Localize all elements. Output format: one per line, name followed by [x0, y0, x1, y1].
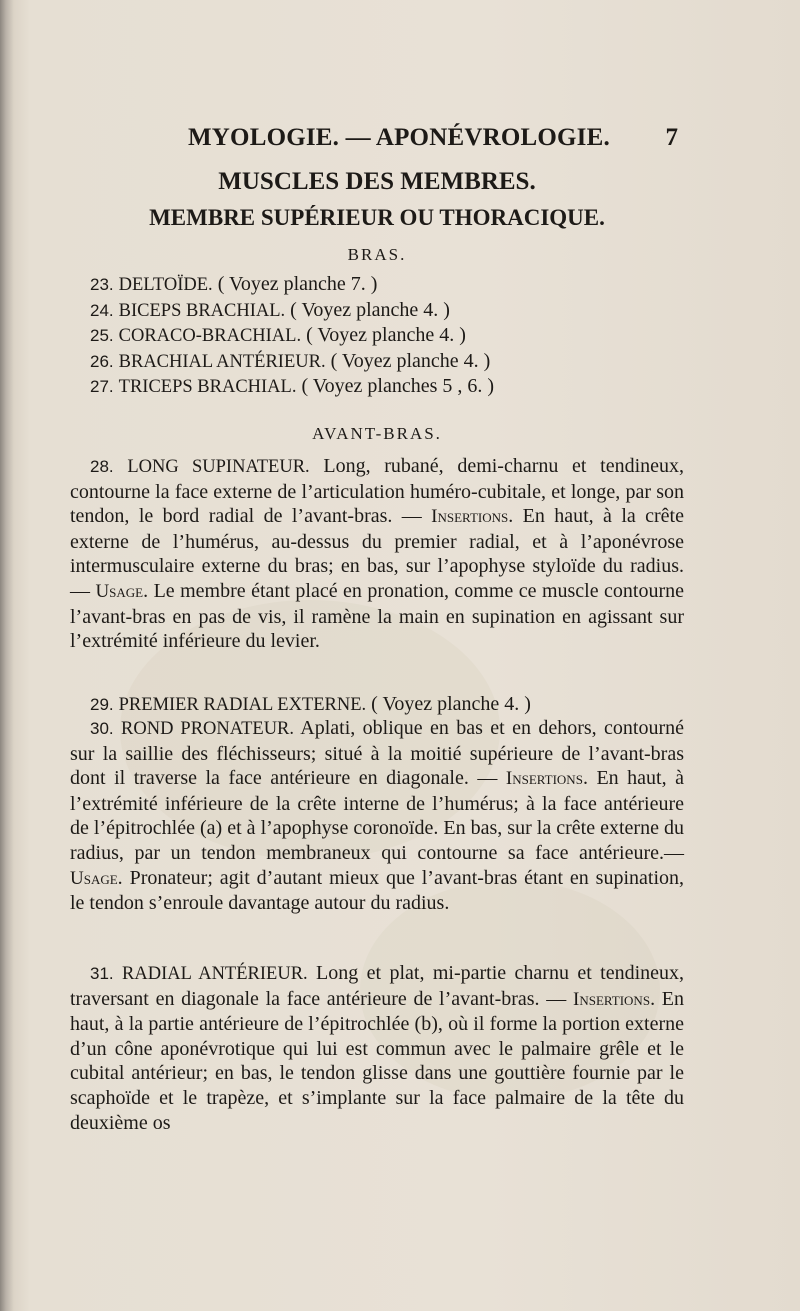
insertions-label: Insertions [573, 988, 651, 1010]
usage-label: Usage [95, 580, 144, 602]
running-head [70, 124, 684, 156]
item-number: 26. [90, 351, 114, 371]
paragraph-text: . En haut, à l’extrémité inférieure de la crête interne de l’humérus; à la face antérieure de l’épitrochlée (a) et à l’apophyse coronoïde. En bas, sur la crête externe du radius, par un tendon membraneux qui contourne sa face antérieure.— [70, 767, 685, 864]
muscle-name: TRICEPS BRACHIAL. [118, 377, 297, 397]
section-heading: MEMBRE SUPÉRIEUR OU THORACIQUE. [149, 205, 605, 230]
plate-reference: ( Voyez planche 4. ) [285, 298, 450, 321]
paragraph-radial-anterieur [70, 961, 684, 1135]
muscle-name: CORACO-BRACHIAL. [118, 326, 302, 346]
paragraph-premier-radial [70, 692, 684, 718]
item-number: 24. [90, 300, 114, 320]
plate-reference: ( Voyez planche 7. ) [212, 273, 378, 295]
paragraph-text: . Le membre étant placé en pronation, comme ce muscle contourne l’avant-bras en pas de vis, il ramène la main en supination en agissant sur l’extrémité inférieure du levier. [70, 579, 685, 653]
insertions-label: Insertions [431, 506, 509, 528]
muscle-name: BRACHIAL ANTÉRIEUR. [118, 351, 326, 372]
paragraph-rond-pronateur [70, 716, 684, 916]
item-number: 31. [90, 964, 114, 983]
subsection-heading-bras: BRAS. [347, 245, 407, 264]
chapter-heading: MUSCLES DES MEMBRES. [218, 168, 536, 195]
item-number: 28. [90, 457, 114, 476]
plate-reference: ( Voyez planche 4. ) [325, 349, 491, 372]
list-item [90, 349, 684, 375]
paragraph-text: . Pronateur; agit d’autant mieux que l’avant-bras étant en supination, le tendon s’enroule davantage autour du radius. [70, 866, 684, 915]
paragraph-text: Long et plat, mi-partie charnu et tendineux, traversant en diagonale la face antérieure de l’avant-bras. — [70, 962, 685, 1010]
item-number: 25. [90, 326, 114, 345]
muscle-name: RADIAL ANTÉRIEUR. [122, 964, 308, 984]
list-item [90, 323, 684, 349]
list-item [90, 374, 684, 400]
paragraph-text: Long, rubané, demi-charnu et tendineux, contourne la face externe de l’articulation huméro-cubitale, et longe, par son tendon, le bord radial de l’avant-bras. — [70, 455, 685, 528]
paragraph-text: . En haut, à la crête externe de l’humérus, au-dessus du premier radial, et à l’aponévrose intermusculaire externe du bras; en bas, sur l’apophyse styloïde du radius. — [70, 505, 684, 602]
running-head-title: MYOLOGIE. — APONÉVROLOGIE. [188, 124, 610, 151]
bras-muscle-list [90, 272, 684, 400]
list-item [90, 272, 684, 298]
muscle-name: ROND PRONATEUR. [121, 719, 295, 739]
usage-label: Usage [70, 867, 118, 889]
item-number: 30. [90, 719, 114, 738]
item-number: 23. [90, 275, 114, 294]
muscle-name: BICEPS BRACHIAL. [118, 300, 286, 321]
list-item [90, 298, 684, 324]
item-number: 27. [90, 377, 114, 396]
muscle-name: LONG SUPINATEUR. [127, 457, 310, 477]
paragraph-long-supinateur [70, 454, 684, 692]
muscle-name: DELTOÏDE. [118, 275, 213, 295]
item-number: 29. [90, 695, 114, 714]
plate-reference: ( Voyez planches 5 , 6. ) [296, 375, 495, 397]
paragraph-text: . En haut, à la partie antérieure de l’épitrochlée (b), où il forme la portion externe d’un cône aponévrotique qui lui est commun avec le palmaire grêle et le cubital antérieur; en bas, le tendon glisse dans une gouttière fournie par le scaphoïde et le trapèze, et s’implante sur la face palmaire de la tête du deuxième os [70, 987, 684, 1134]
insertions-label: Insertions [505, 768, 583, 790]
plate-reference: ( Voyez planche 4. ) [301, 324, 466, 346]
subsection-heading-avant-bras: AVANT-BRAS. [312, 424, 442, 443]
page-number: 7 [665, 124, 678, 151]
plate-reference: ( Voyez planche 4. ) [366, 693, 531, 715]
paragraph-text: Aplati, oblique en bas et en dehors, contourné sur la saillie des fléchisseurs; situé à la moitié supérieure de l’avant-bras dont il traverse la face antérieure en diagonale. — [70, 717, 684, 790]
muscle-name: PREMIER RADIAL EXTERNE. [118, 695, 367, 715]
